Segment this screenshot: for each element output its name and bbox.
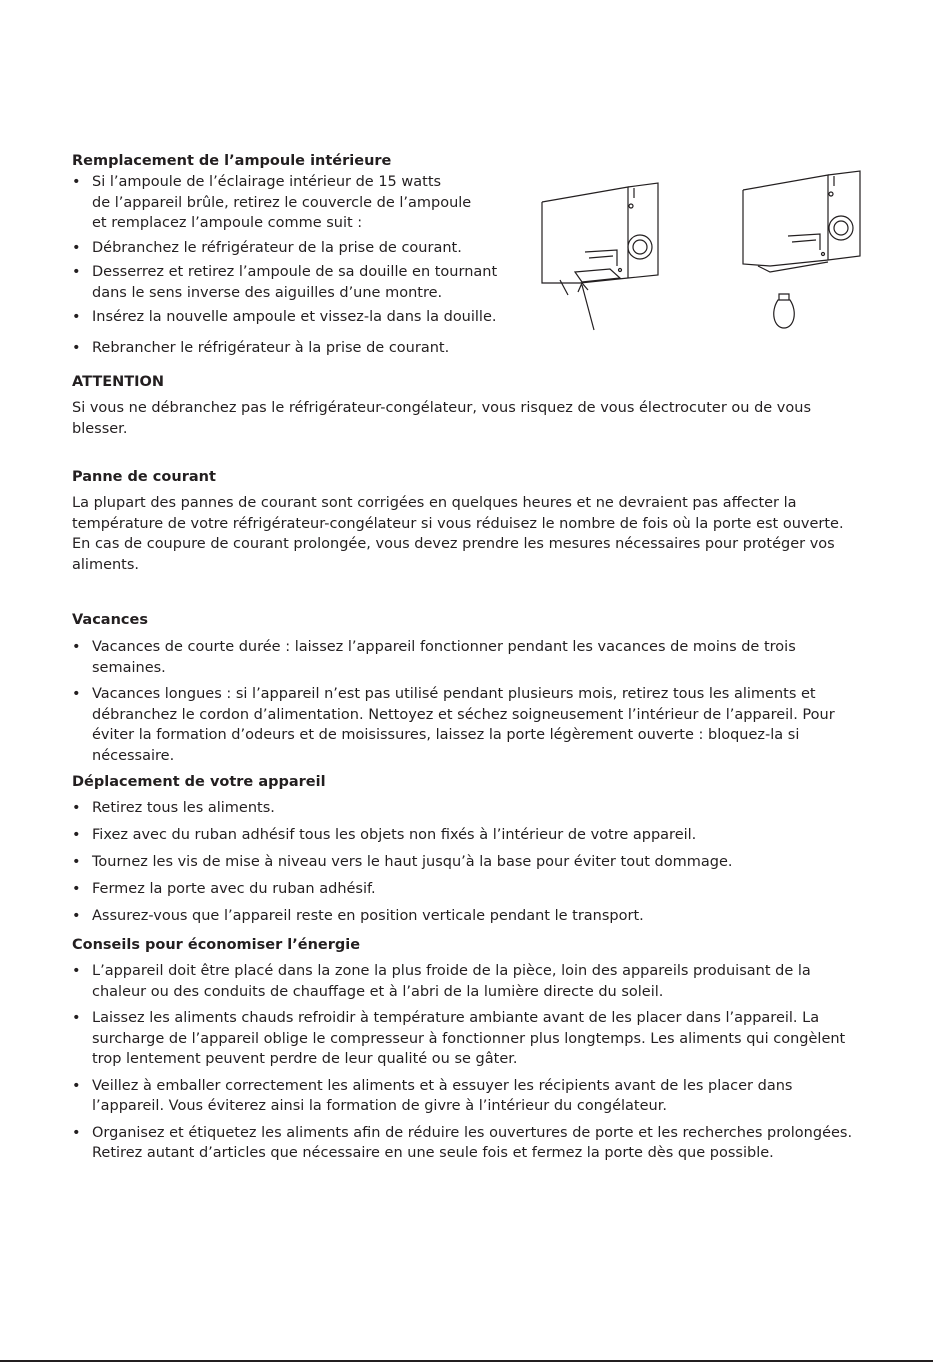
list-item: • Retirez tous les aliments. — [72, 798, 862, 819]
ampoule-list — [72, 172, 542, 358]
heading-energie: Conseils pour économiser l’énergie — [72, 937, 361, 953]
heading-ampoule: Remplacement de l’ampoule intérieure — [72, 153, 392, 169]
line: • Insérez la nouvelle ampoule et vissez-la dans la douille. — [92, 309, 497, 325]
heading-deplacement: Déplacement de votre appareil — [72, 774, 326, 790]
section-vacances — [72, 611, 862, 766]
list-item: • L’appareil doit être placé dans la zone la plus froide de la pièce, loin des appareils produisant de la chaleur ou des conduits de chauffage et à l’abri de la lumière directe du soleil. — [72, 961, 862, 1002]
line: • Si l’ampoule de l’éclairage intérieur de 15 watts — [92, 174, 442, 190]
section-deplacement — [72, 773, 862, 927]
vacances-list — [72, 637, 862, 766]
line: et remplacez l’ampoule comme suit : — [92, 215, 363, 231]
list-item: • Laissez les aliments chauds refroidir à température ambiante avant de les placer dans l’appareil. La surcharge de l’appareil oblige le compresseur à fonctionner plus longtemps. Les aliments qui congèlent trop lentement peuvent perdre de leur qualité ou se gâter. — [72, 1008, 862, 1070]
arrow-line — [582, 285, 594, 330]
bulb-icon — [774, 294, 795, 328]
list-item: • Vacances longues : si l’appareil n’est pas utilisé pendant plusieurs mois, retirez tous les aliments et débranchez le cordon d’alimentation. Nettoyez et séchez soigneusement l’intérieur de l’appareil. Pour éviter la formation d’odeurs et de moisissures, laissez la porte légèrement ouverte : bloquez-la si nécessaire. — [72, 684, 862, 766]
heading-attention: ATTENTION — [72, 374, 164, 390]
line: dans le sens inverse des aiguilles d’une montre. — [92, 284, 443, 301]
deplacement-list — [72, 798, 862, 927]
section-panne — [72, 468, 862, 575]
list-item — [72, 338, 542, 359]
heading-panne: Panne de courant — [72, 469, 216, 485]
section-energie — [72, 936, 862, 1164]
heading-vacances: Vacances — [72, 612, 148, 628]
energie-list — [72, 961, 862, 1164]
attention-text: Si vous ne débranchez pas le réfrigérateur-congélateur, vous risquez de vous électrocuter ou de vous blesser. — [72, 400, 811, 437]
panne-text: La plupart des pannes de courant sont corrigées en quelques heures et ne devraient pas affecter la température de votre réfrigérateur-congélateur si vous réduisez le nombre de fois où la porte est ouverte. En cas de coupure de courant prolongée, vous devez prendre les mesures nécessaires pour protéger vos aliments. — [72, 495, 844, 573]
line: • Desserrez et retirez l’ampoule de sa douille en tournant — [92, 264, 498, 280]
list-item: • Organisez et étiquetez les aliments afin de réduire les ouvertures de porte et les recherches prolongées. Retirez autant d’articles que nécessaire en une seule fois et fermez la porte dès que possible. — [72, 1123, 862, 1164]
line: • Rebrancher le réfrigérateur à la prise de courant. — [92, 339, 450, 356]
list-item: • Assurez-vous que l’appareil reste en position verticale pendant le transport. — [72, 906, 862, 927]
list-item: • Fermez la porte avec du ruban adhésif. — [72, 879, 862, 900]
section-ampoule — [72, 152, 542, 358]
list-item — [72, 262, 542, 303]
line: • Débranchez le réfrigérateur de la prise de courant. — [92, 239, 462, 256]
lamp-cover-illustration — [530, 150, 870, 350]
section-attention — [72, 373, 862, 439]
housing-without-cover — [743, 171, 860, 272]
housing-with-cover — [542, 183, 658, 295]
list-item: • Fixez avec du ruban adhésif tous les objets non fixés à l’intérieur de votre appareil. — [72, 825, 862, 846]
list-item: • Tournez les vis de mise à niveau vers le haut jusqu’à la base pour éviter tout dommage. — [72, 852, 862, 873]
list-item — [72, 238, 542, 259]
list-item — [72, 172, 542, 234]
list-item — [72, 307, 542, 328]
line: de l’appareil brûle, retirez le couvercle de l’ampoule — [92, 194, 472, 211]
list-item: • Vacances de courte durée : laissez l’appareil fonctionner pendant les vacances de moins de trois semaines. — [72, 637, 862, 678]
list-item: • Veillez à emballer correctement les aliments et à essuyer les récipients avant de les placer dans l’appareil. Vous éviterez ainsi la formation de givre à l’intérieur du congélateur. — [72, 1076, 862, 1117]
